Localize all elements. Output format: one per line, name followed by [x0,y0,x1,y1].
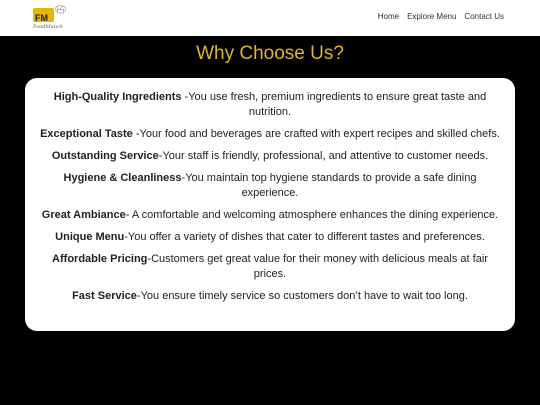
feature-description: You use fresh, premium ingredients to ensure great taste and nutrition. [188,91,487,118]
feature-item [37,208,503,223]
feature-separator: - [147,253,152,265]
feature-separator: - [132,128,140,140]
feature-description: You maintain top hygiene standards to provide a safe dining experience. [185,172,477,199]
feature-item [37,289,503,304]
logo-badge [33,8,54,22]
nav-link-home[interactable]: Home [377,12,400,21]
feature-item [37,127,503,142]
logo-letters: FM [35,13,48,23]
navbar [0,0,540,36]
feature-item [37,230,503,245]
feature-description: Your staff is friendly, professional, and attentive to customer needs. [162,150,489,162]
features-card [25,78,515,331]
feature-separator: - [181,91,189,103]
feature-title: High-Quality Ingredients [53,91,182,103]
section-title: Why Choose Us? [196,43,344,64]
nav-links [378,12,504,21]
logo-subtitle: FoodMunch [33,24,63,30]
feature-title: Great Ambiance [41,209,126,221]
feature-description: A comfortable and welcoming atmosphere enhances the dining experience. [131,209,499,221]
feature-separator: - [158,150,163,162]
feature-title: Exceptional Taste [40,128,133,140]
feature-separator: - [124,231,128,243]
feature-description: Your food and beverages are crafted with expert recipes and skilled chefs. [139,128,500,140]
chef-hat-icon [55,5,66,14]
feature-description: You offer a variety of dishes that cater to different tastes and preferences. [127,231,485,243]
feature-description: You ensure timely service so customers don’t have to wait too long. [140,290,468,302]
feature-item [37,149,503,164]
feature-item [37,171,503,201]
feature-item [37,252,503,282]
feature-title: Hygiene & Cleanliness [63,172,182,184]
feature-title: Unique Menu [55,231,125,243]
feature-separator: - [125,209,132,221]
feature-description: Customers get great value for their money with delicious meals at fair prices. [151,253,488,280]
feature-title: Affordable Pricing [52,253,148,265]
feature-separator: - [181,172,186,184]
feature-separator: - [136,290,141,302]
feature-title: Fast Service [72,290,137,302]
brand-logo[interactable] [33,5,71,33]
feature-title: Outstanding Service [51,150,159,162]
feature-item [37,90,503,120]
nav-link-explore-menu[interactable]: Explore Menu [407,12,457,21]
nav-link-contact-us[interactable]: Contact Us [464,12,504,21]
